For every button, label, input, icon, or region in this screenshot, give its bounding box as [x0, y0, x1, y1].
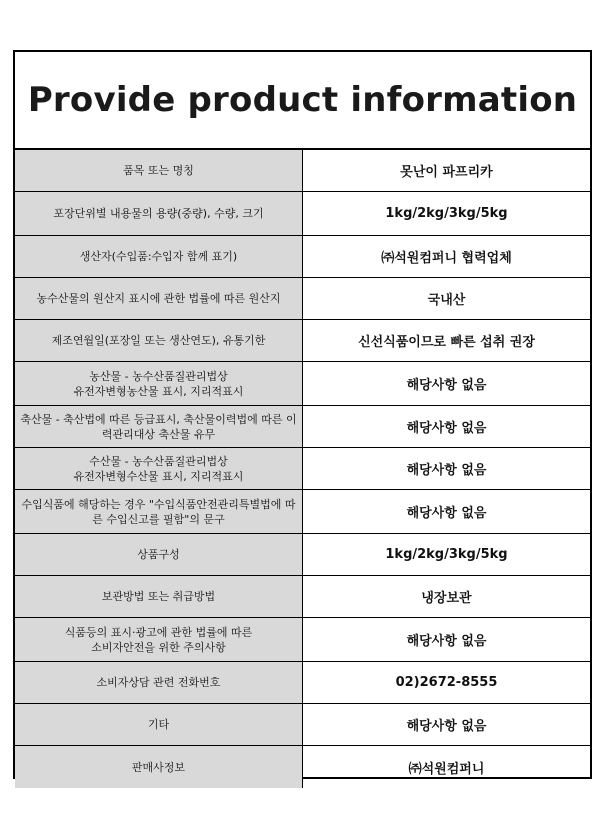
- table-row: [15, 362, 590, 406]
- row-value: 1kg/2kg/3kg/5kg: [385, 206, 508, 221]
- row-label: 식품등의 표시·광고에 관한 법률에 따른 소비자안전을 위한 주의사항: [15, 618, 303, 661]
- row-label: 농산물 - 농수산품질관리법상 유전자변형농산물 표시, 지리적표시: [15, 362, 303, 405]
- product-info-sheet: [13, 50, 592, 779]
- table-row: [15, 704, 590, 746]
- table-row: [15, 150, 590, 192]
- row-value: 해당사항 없음: [406, 719, 487, 734]
- page-title: Provide product information: [27, 80, 578, 120]
- row-label: 수산물 - 농수산품질관리법상 유전자변형수산물 표시, 지리적표시: [15, 448, 303, 489]
- row-value: 냉장보관: [421, 591, 472, 606]
- row-value: 국내산: [427, 293, 466, 308]
- table-row: [15, 576, 590, 618]
- row-label: 소비자상담 관련 전화번호: [15, 662, 303, 703]
- table-row: [15, 448, 590, 490]
- table-row: [15, 320, 590, 362]
- row-label: 제조연월일(포장일 또는 생산연도), 유통기한: [15, 320, 303, 361]
- row-value: ㈜석원컴퍼니: [408, 761, 485, 777]
- row-label: 판매사정보: [15, 746, 303, 788]
- row-value: 02)2672-8555: [395, 675, 498, 690]
- row-label: 상품구성: [15, 534, 303, 575]
- row-value: ㈜석원컴퍼니 협력업체: [381, 251, 512, 266]
- row-value: 해당사항 없음: [406, 506, 487, 521]
- table-row: [15, 278, 590, 320]
- table-row: [15, 406, 590, 448]
- row-label: 수입식품에 해당하는 경우 "수입식품안전관리특별법에 따른 수입신고를 필함"의 문구: [15, 490, 303, 533]
- row-value: 신선식품이므로 빠른 섭취 권장: [358, 335, 535, 350]
- row-value: 못난이 파프리카: [400, 165, 493, 180]
- table-row: [15, 746, 590, 788]
- row-value: 1kg/2kg/3kg/5kg: [385, 547, 508, 562]
- row-label: 생산자(수입품:수입자 함께 표기): [15, 236, 303, 277]
- table-row: [15, 192, 590, 236]
- table-row: [15, 662, 590, 704]
- title-box: [15, 52, 590, 150]
- row-label: 품목 또는 명칭: [15, 150, 303, 191]
- info-table: [15, 150, 590, 788]
- row-label: 포장단위별 내용물의 용량(중량), 수량, 크기: [15, 192, 303, 235]
- row-value: 해당사항 없음: [406, 378, 487, 393]
- row-value: 해당사항 없음: [406, 421, 487, 436]
- row-value: 해당사항 없음: [406, 634, 487, 649]
- row-label: 농수산물의 원산지 표시에 관한 법률에 따른 원산지: [15, 278, 303, 319]
- row-value: 해당사항 없음: [406, 463, 487, 478]
- table-row: [15, 490, 590, 534]
- row-label: 보관방법 또는 취급방법: [15, 576, 303, 617]
- table-row: [15, 534, 590, 576]
- row-label: 축산물 - 축산법에 따른 등급표시, 축산물이력법에 따른 이력관리대상 축산물 유무: [15, 406, 303, 447]
- table-row: [15, 236, 590, 278]
- table-row: [15, 618, 590, 662]
- row-label: 기타: [15, 704, 303, 745]
